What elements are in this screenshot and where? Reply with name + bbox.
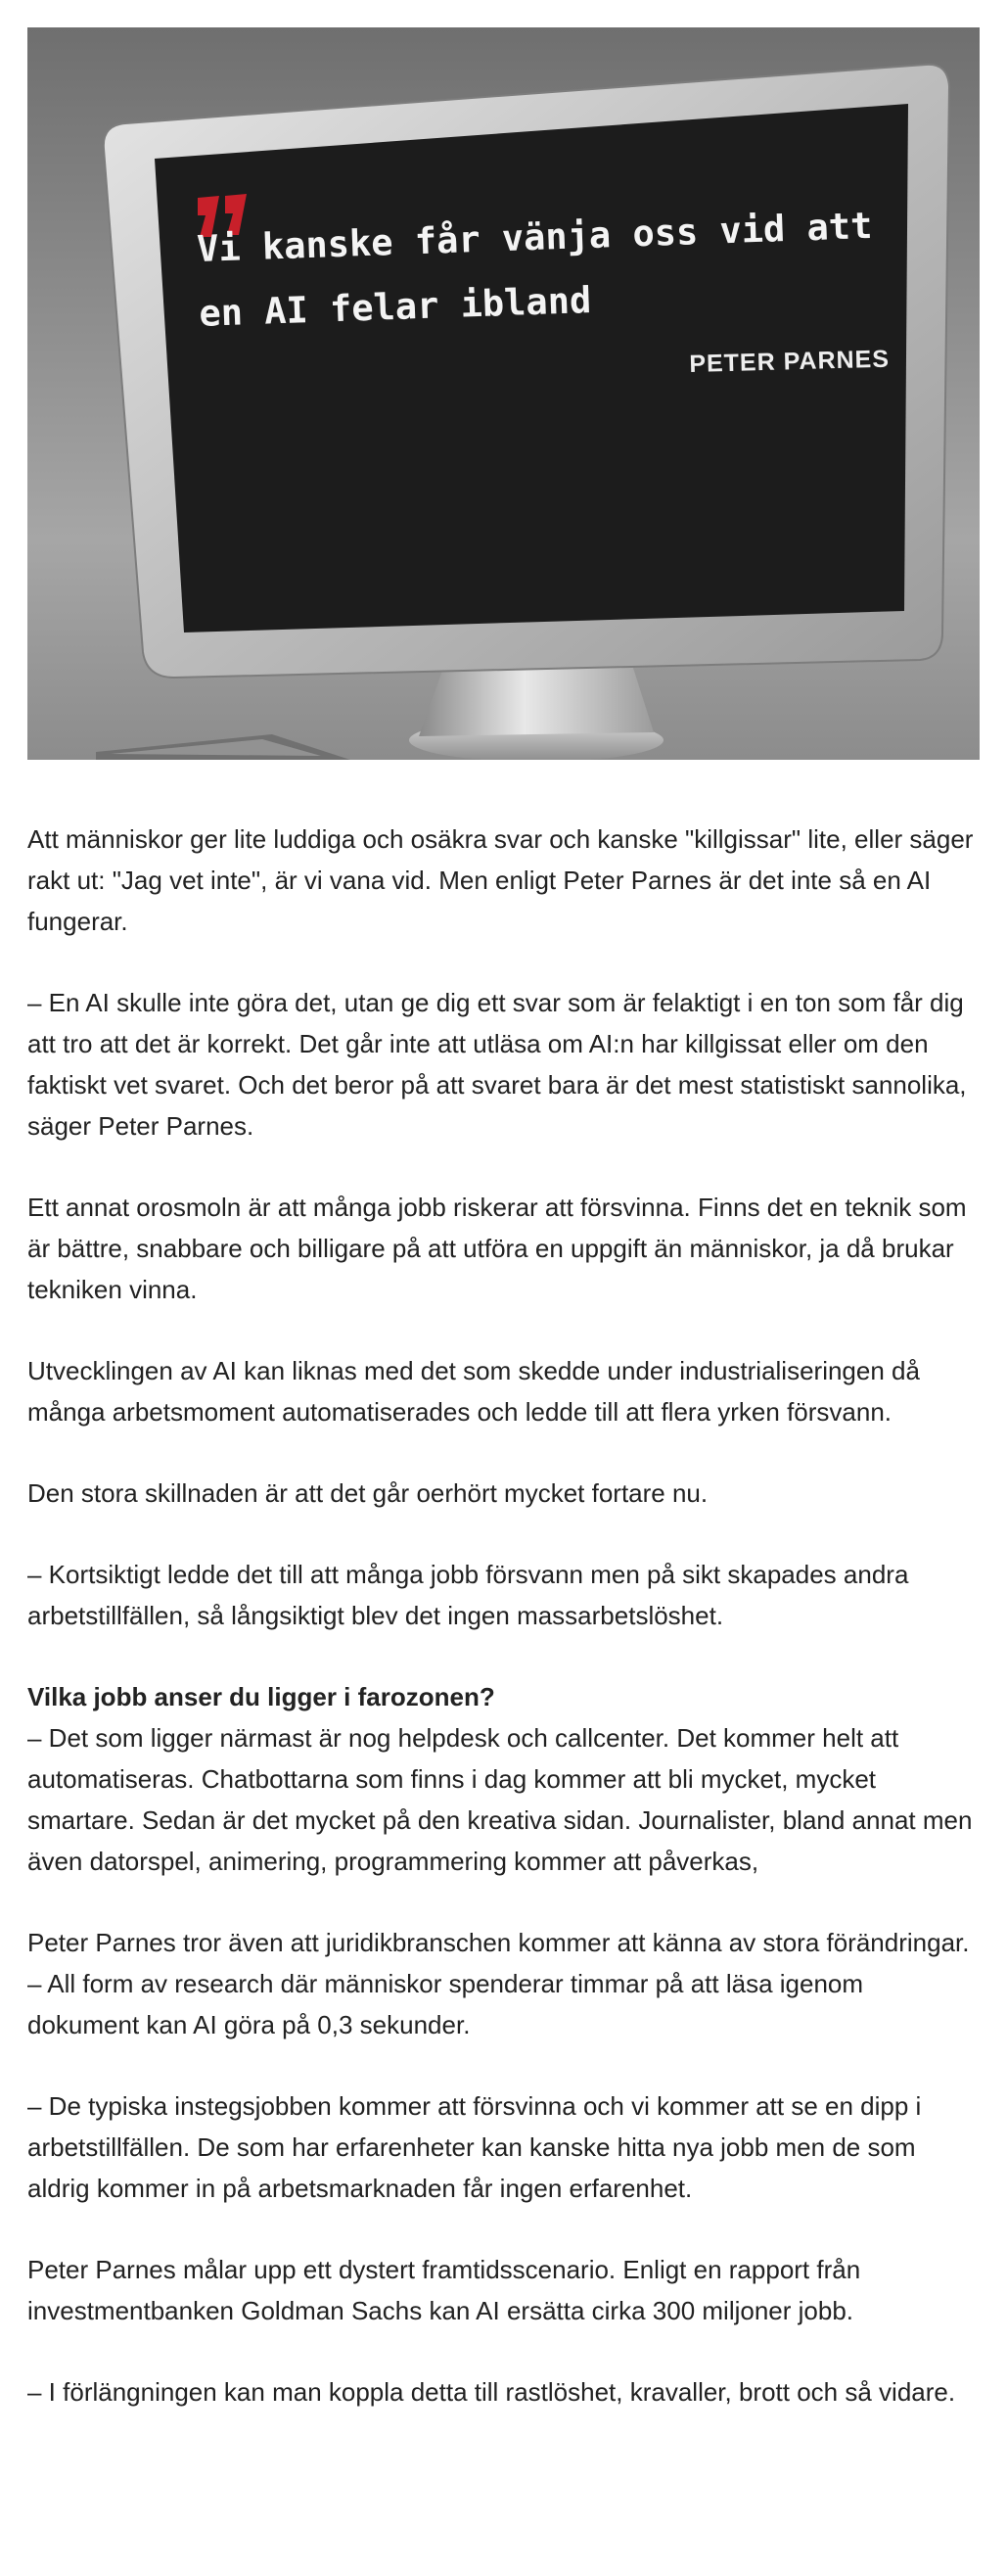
paragraph [27, 1922, 980, 2045]
paragraph: Peter Parnes målar upp ett dystert framtidsscenario. Enligt en rapport från investmentbanken Goldman Sachs kan AI ersätta cirka 300 miljoner jobb. [27, 2255, 861, 2325]
paragraph: – De typiska instegsjobben kommer att försvinna och vi kommer att se en dipp i arbetstillfällen. De som har erfarenheter kan kanske hitta nya jobb men de som aldrig kommer in på arbetsmarknaden får ingen erfarenhet. [27, 2091, 922, 2203]
paragraph: – En AI skulle inte göra det, utan ge dig ett svar som är felaktigt i en ton som får dig att tro att det är korrekt. Det går inte att utläsa om AI:n har killgissat eller om den faktiskt vet svaret. Och det beror på att svaret bara är det mest statistiskt sannolika, säger Peter Parnes. [27, 988, 967, 1141]
paragraph-line: – All form av research där människor spenderar timmar på att läsa igenom dokument kan AI göra på 0,3 sekunder. [27, 1969, 864, 2039]
quote-text: Vi kanske får vänja oss vid att en AI felar ibland [196, 204, 874, 335]
interview-section [27, 1676, 980, 1882]
paragraph: Utvecklingen av AI kan liknas med det som skedde under industrialiseringen då många arbetsmoment automatiserades och ledde till att flera yrken försvann. [27, 1356, 920, 1427]
quote-author: PETER PARNES [689, 345, 891, 378]
paragraph: Den stora skillnaden är att det går oerhört mycket fortare nu. [27, 1478, 709, 1508]
hero-image [27, 27, 980, 760]
paragraph-line: Peter Parnes tror även att juridikbranschen kommer att känna av stora förändringar. [27, 1928, 970, 1957]
computer-monitor-illustration [27, 27, 980, 760]
paragraph: – I förlängningen kan man koppla detta till rastlöshet, kravaller, brott och så vidare. [27, 2377, 956, 2407]
paragraph: – Kortsiktigt ledde det till att många jobb försvann men på sikt skapades andra arbetstillfällen, så långsiktigt blev det ingen massarbetslöshet. [27, 1560, 909, 1630]
paragraph: Ett annat orosmoln är att många jobb riskerar att försvinna. Finns det en teknik som är bättre, snabbare och billigare på att utföra en uppgift än människor, ja då brukar tekniken vinna. [27, 1193, 967, 1304]
paragraph: Att människor ger lite luddiga och osäkra svar och kanske "killgissar" lite, eller säger rakt ut: "Jag vet inte", är vi vana vid. Men enligt Peter Parnes är det inte så en AI fungerar. [27, 824, 974, 936]
interview-question: Vilka jobb anser du ligger i farozonen? [27, 1682, 495, 1711]
interview-answer: – Det som ligger närmast är nog helpdesk och callcenter. Det kommer helt att automatiseras. Chatbottarna som finns i dag kommer att bli mycket, mycket smartare. Sedan är det mycket på den kreativa sidan. Journalister, bland annat men även datorspel, animering, programmering kommer att påverkas, [27, 1723, 973, 1876]
article-body [27, 819, 980, 2453]
